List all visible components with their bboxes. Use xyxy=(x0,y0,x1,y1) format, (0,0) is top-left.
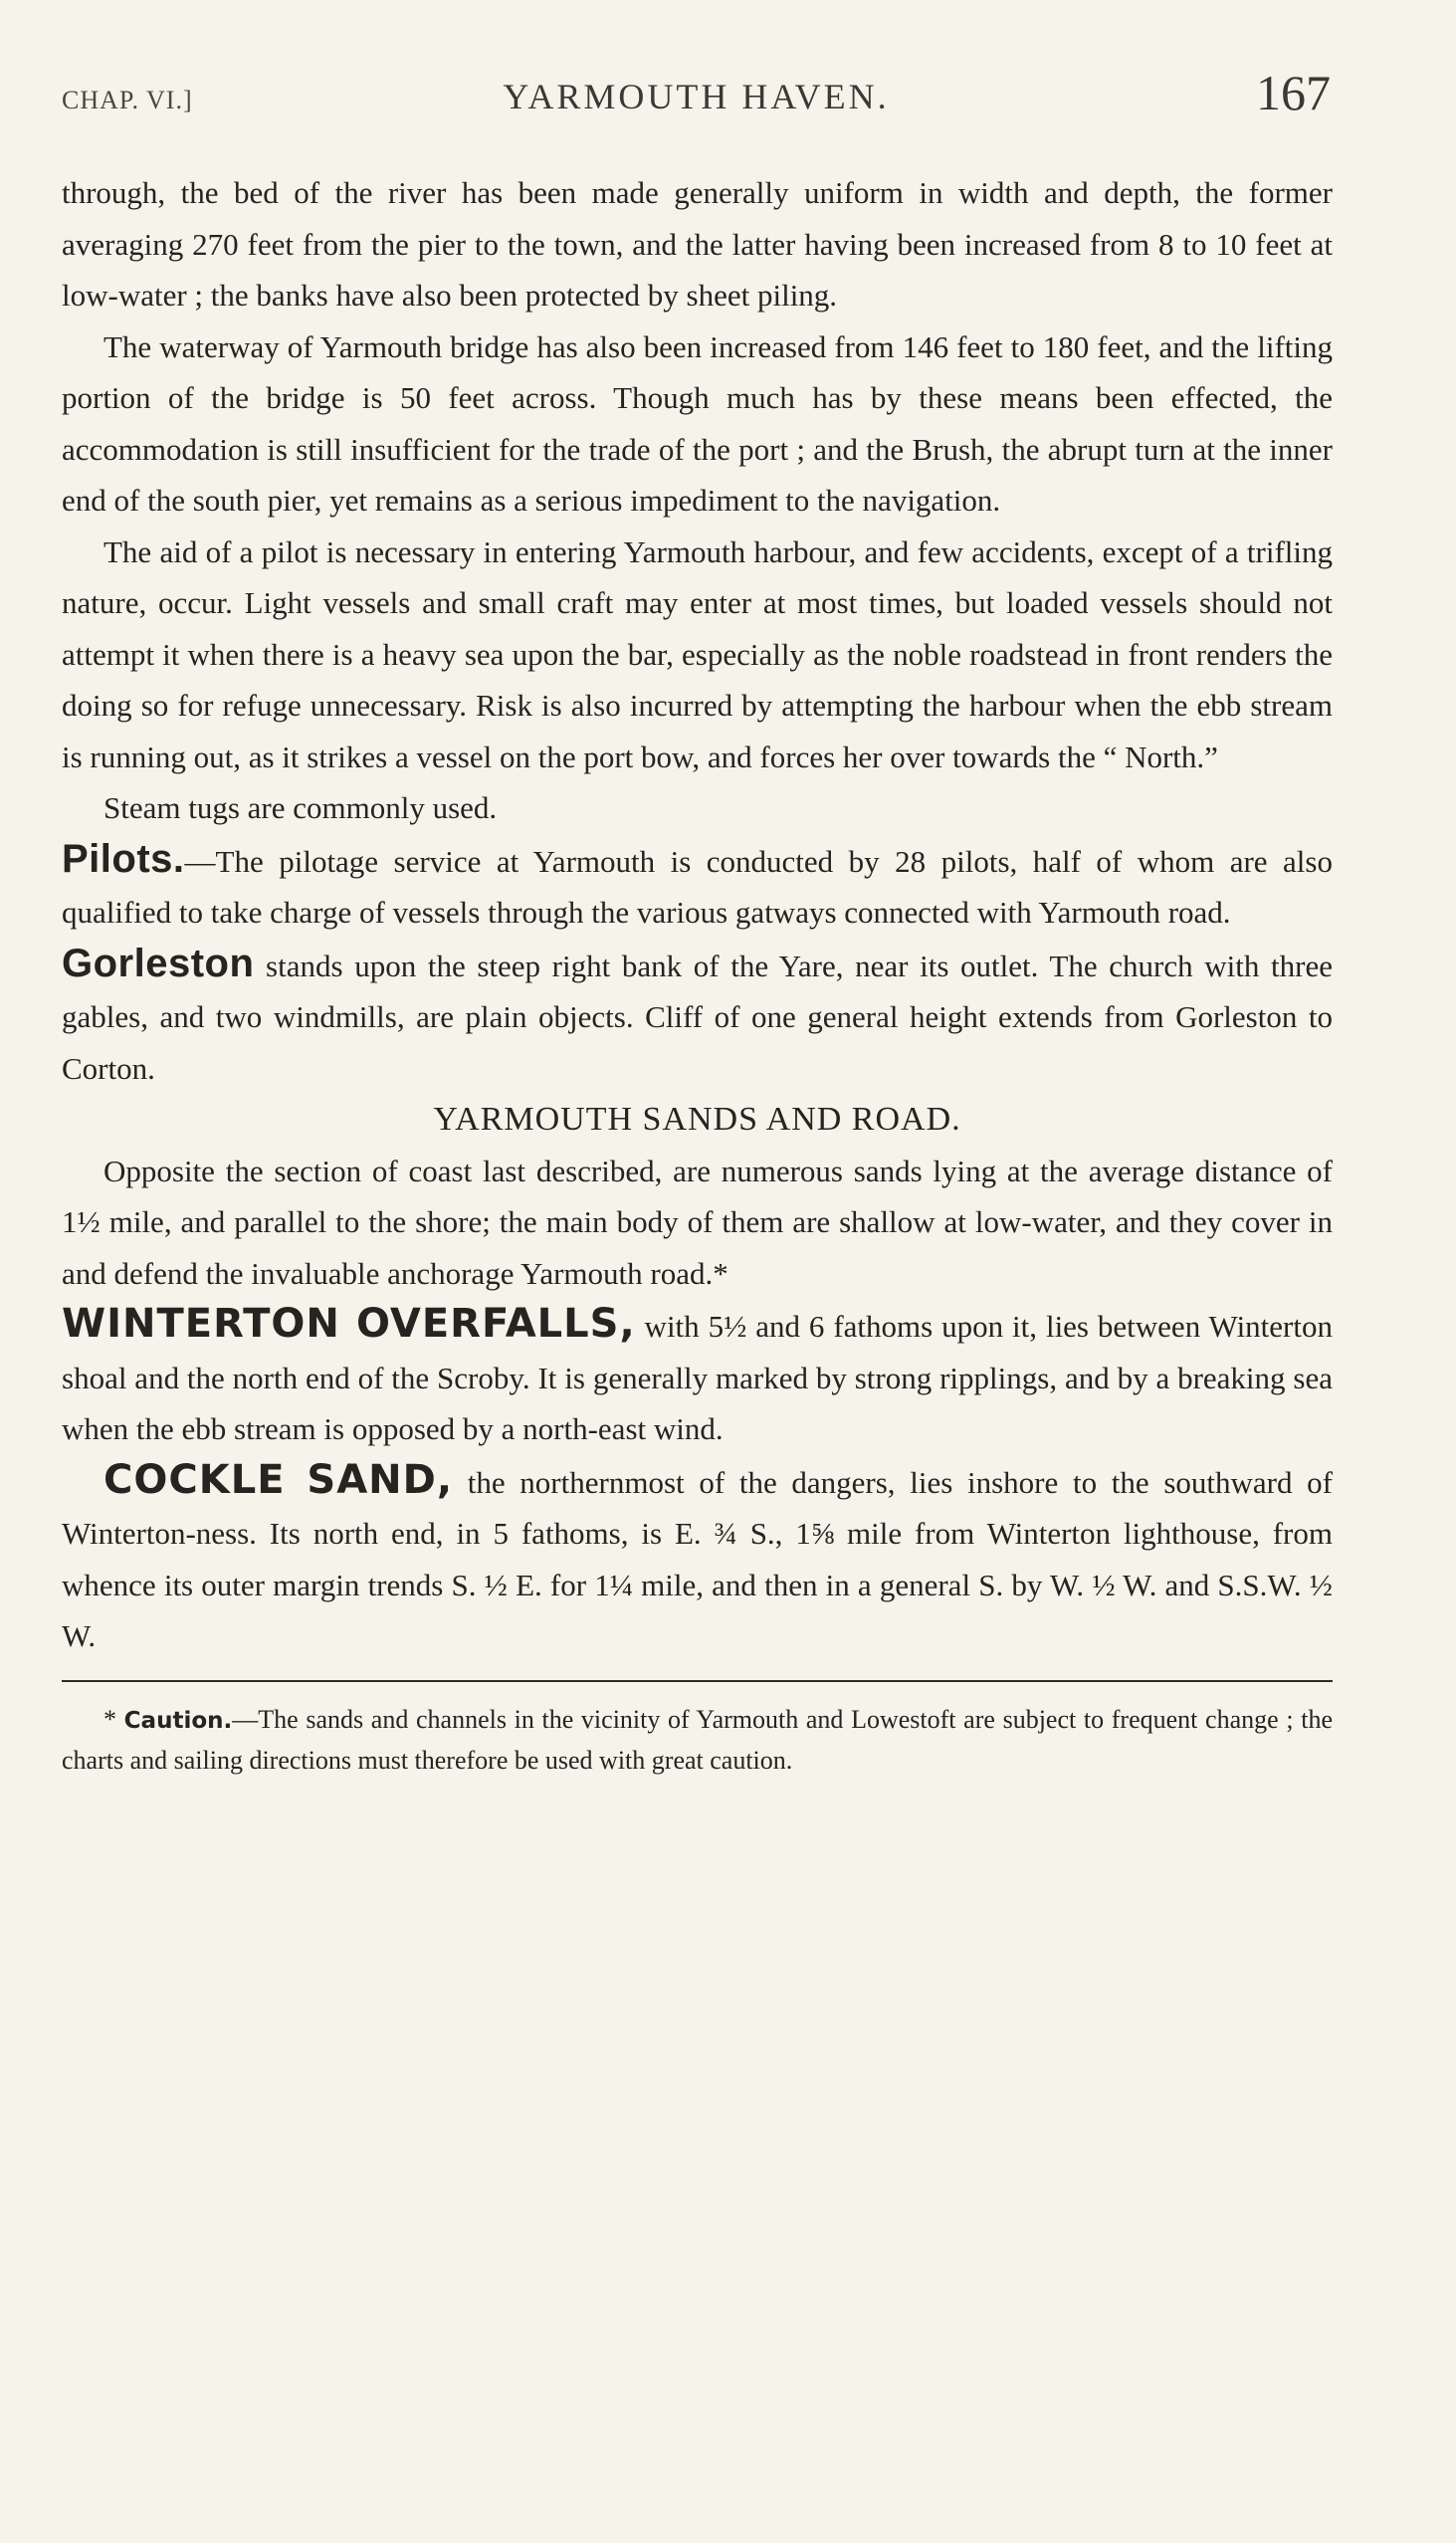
gorleston-heading: Gorleston xyxy=(62,941,255,985)
paragraph-waterway: The waterway of Yarmouth bridge has also been increased from 146 feet to 180 feet, and the lifting portion of the bridge is 50 feet across. Though much has by these means been effected, the accommodation is still insufficient for the trade of the port ; and the Brush, the abrupt turn at the inner end of the south pier, yet remains as a serious impediment to the navigation. xyxy=(62,328,1333,518)
winterton-text: with 5½ and 6 fathoms upon it, lies between Winterton shoal and the north end of the Scroby. It is generally marked by strong ripplings, and by a breaking sea when the ebb stream is opposed by a north-east wind. xyxy=(62,1309,1333,1446)
footnote-marker: * xyxy=(104,1704,124,1734)
winterton-heading: WINTERTON OVERFALLS, xyxy=(62,1301,636,1347)
chapter-label: CHAP. VI.] xyxy=(62,86,193,114)
gorleston-text: stands upon the steep right bank of the Yare, near its outlet. The church with three gables, and two windmills, are plain objects. Cliff of one general height extends from Gorleston to Corton. xyxy=(62,948,1333,1086)
paragraph-pilot-aid: The aid of a pilot is necessary in entering Yarmouth harbour, and few accidents, except of a trifling nature, occur. Light vessels and small craft may enter at most times, but loaded vessels should not attempt it when there is a heavy sea upon the bar, especially as the noble roadstead in front renders the doing so for refuge unnecessary. Risk is also incurred by attempting the harbour when the ebb stream is running out, as it strikes a vessel on the port bow, and forces her over towards the “ North.” xyxy=(62,533,1333,774)
section-title: YARMOUTH SANDS AND ROAD. xyxy=(433,1101,961,1138)
page-number: 167 xyxy=(1256,65,1331,120)
paragraph-winterton xyxy=(62,1299,1333,1455)
footnote-divider xyxy=(62,1680,1333,1682)
running-title: YARMOUTH HAVEN. xyxy=(503,77,890,116)
pilots-heading: Pilots. xyxy=(62,836,185,881)
paragraph-cockle xyxy=(62,1455,1333,1662)
paragraph-gorleston xyxy=(62,939,1333,1095)
cockle-text: the northernmost of the dangers, lies inshore to the southward of Winterton-ness. Its north end, in 5 fathoms, is E. ¾ S., 1⅝ mile from Winterton lighthouse, from whence its outer margin trends S. ½ E. for 1¼ mile, and then in a general S. by W. ½ W. and S.S.W. ½ W. xyxy=(62,1464,1334,1653)
pilots-text: —The pilotage service at Yarmouth is conducted by 28 pilots, half of whom are also qualified to take charge of vessels through the various gatways connected with Yarmouth road. xyxy=(62,843,1333,930)
cockle-heading: COCKLE SAND, xyxy=(104,1456,454,1503)
footnote-text: —The sands and channels in the vicinity of Yarmouth and Lowestoft are subject to frequent change ; the charts and sailing directions must therefore be used with great caution. xyxy=(62,1704,1334,1775)
paragraph-steam-tugs: Steam tugs are commonly used. xyxy=(104,790,498,825)
running-header xyxy=(62,62,1331,131)
footnote xyxy=(62,1700,1333,1781)
paragraph-pilots xyxy=(62,834,1333,939)
footnote-label: Caution. xyxy=(123,1707,233,1734)
paragraph-sands: Opposite the section of coast last described, are numerous sands lying at the average distance of 1½ mile, and parallel to the shore; the main body of them are shallow at low-water, and they cover in and defend the invaluable anchorage Yarmouth road.* xyxy=(62,1153,1333,1291)
main-text xyxy=(62,167,1333,1781)
paragraph-bed-of-river: through, the bed of the river has been made generally uniform in width and depth, the former averaging 270 feet from the pier to the town, and the latter having been increased from 8 to 10 feet at low-water ; the banks have also been protected by sheet piling. xyxy=(62,175,1333,313)
